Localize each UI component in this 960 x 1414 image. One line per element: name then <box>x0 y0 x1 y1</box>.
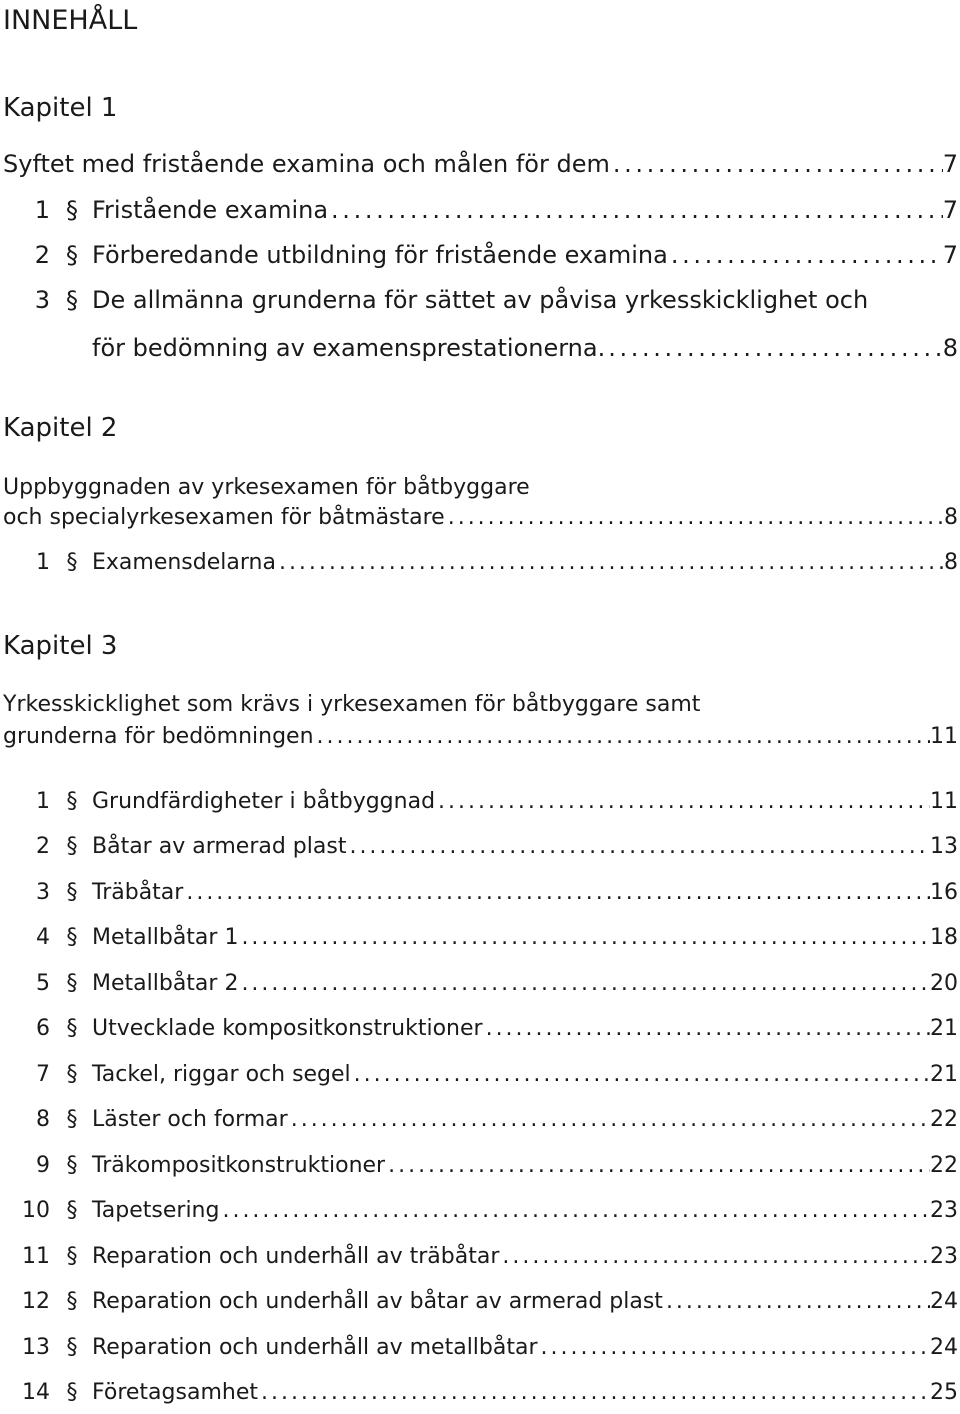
page-number: 21 <box>930 1016 958 1041</box>
page-number: 8 <box>944 505 958 530</box>
dot-leader <box>668 241 943 269</box>
entry-title: Examensdelarna <box>92 550 276 575</box>
toc-entry[interactable] <box>0 834 958 868</box>
dot-leader <box>346 834 930 859</box>
section-number: 8 <box>36 1107 50 1132</box>
page-number: 23 <box>930 1198 958 1223</box>
chapter-heading-3[interactable] <box>0 724 958 758</box>
page-number: 16 <box>930 880 958 905</box>
entry-title: Utvecklade kompositkonstruktioner <box>92 1016 483 1041</box>
entry-title: för bedömning av examensprestationerna. <box>92 334 606 362</box>
section-symbol-icon: § <box>66 1335 78 1360</box>
dot-leader <box>351 1062 930 1087</box>
section-number: 7 <box>36 1062 50 1087</box>
entry-title: Träbåtar <box>92 880 184 905</box>
dot-leader <box>183 880 930 905</box>
section-symbol-icon: § <box>66 834 78 859</box>
toc-entry[interactable] <box>0 1289 958 1323</box>
section-symbol-icon: § <box>66 1380 78 1405</box>
dot-leader <box>219 1198 930 1223</box>
page-number: 23 <box>930 1244 958 1269</box>
dot-leader <box>605 334 942 362</box>
section-number: 5 <box>36 971 50 996</box>
chapter-heading-text: Uppbyggnaden av yrkesexamen för båtbyggare <box>3 475 530 500</box>
section-symbol-icon: § <box>66 550 78 575</box>
toc-entry[interactable] <box>0 1335 958 1369</box>
dot-leader <box>328 196 943 224</box>
section-number: 4 <box>36 925 50 950</box>
page-number: 24 <box>930 1335 958 1360</box>
dot-leader <box>538 1335 930 1360</box>
toc-entry[interactable] <box>0 1062 958 1096</box>
page-number: 13 <box>930 834 958 859</box>
chapter-heading-1[interactable] <box>0 150 958 184</box>
page-number: 22 <box>930 1153 958 1178</box>
section-symbol-icon: § <box>66 241 78 269</box>
toc-entry[interactable] <box>0 1198 958 1232</box>
entry-title: Båtar av armerad plast <box>92 834 347 859</box>
section-symbol-icon: § <box>66 971 78 996</box>
chapter-label-2: Kapitel 2 <box>3 413 118 443</box>
dot-leader <box>499 1244 930 1269</box>
chapter-heading-text: Yrkesskicklighet som krävs i yrkesexamen för båtbyggare samt <box>3 692 701 717</box>
page-number: 22 <box>930 1107 958 1132</box>
entry-title: Grundfärdigheter i båtbyggnad <box>92 789 436 814</box>
section-number: 1 <box>36 789 50 814</box>
entry-title: Företagsamhet <box>92 1380 258 1405</box>
chapter-label-3: Kapitel 3 <box>3 631 118 661</box>
entry-title: Träkompositkonstruktioner <box>92 1153 386 1178</box>
dot-leader <box>314 724 930 749</box>
entry-title: Reparation och underhåll av båtar av armerad plast <box>92 1289 663 1314</box>
dot-leader <box>258 1380 930 1405</box>
dot-leader <box>610 150 943 178</box>
section-number: 6 <box>36 1016 50 1041</box>
page-number: 8 <box>942 334 958 362</box>
entry-title: Förberedande utbildning för fristående examina <box>92 241 668 269</box>
page-number: 8 <box>944 550 958 575</box>
chapter-heading-2[interactable] <box>0 505 958 539</box>
page-number: 7 <box>942 150 958 178</box>
section-number: 11 <box>22 1244 50 1269</box>
section-number: 12 <box>22 1289 50 1314</box>
section-number: 2 <box>34 241 50 269</box>
dot-leader <box>445 505 944 530</box>
section-number: 10 <box>22 1198 50 1223</box>
section-symbol-icon: § <box>66 1289 78 1314</box>
section-symbol-icon: § <box>66 789 78 814</box>
section-symbol-icon: § <box>66 1062 78 1087</box>
toc-entry[interactable] <box>0 1153 958 1187</box>
chapter-heading-text: och specialyrkesexamen för båtmästare <box>3 505 445 530</box>
dot-leader <box>276 550 944 575</box>
entry-title: Tapetsering <box>92 1198 220 1223</box>
page-number: 21 <box>930 1062 958 1087</box>
dot-leader <box>288 1107 930 1132</box>
entry-title: Läster och formar <box>92 1107 288 1132</box>
section-number: 1 <box>36 550 50 575</box>
section-symbol-icon: § <box>66 880 78 905</box>
chapter-heading-text: grunderna för bedömningen <box>3 724 314 749</box>
toc-entry[interactable] <box>0 196 958 230</box>
dot-leader <box>663 1289 930 1314</box>
chapter-label-1: Kapitel 1 <box>3 93 118 123</box>
section-symbol-icon: § <box>66 286 78 314</box>
toc-entry-continuation[interactable] <box>0 334 958 368</box>
section-symbol-icon: § <box>66 1016 78 1041</box>
page-number: 7 <box>942 241 958 269</box>
entry-title: Metallbåtar 2 <box>92 971 239 996</box>
dot-leader <box>238 925 930 950</box>
toc-entry[interactable] <box>0 1107 958 1141</box>
toc-entry[interactable] <box>0 286 958 320</box>
entry-title: Reparation och underhåll av metallbåtar <box>92 1335 538 1360</box>
toc-entry[interactable] <box>0 971 958 1005</box>
entry-title: Fristående examina <box>92 196 329 224</box>
page-number: 20 <box>930 971 958 996</box>
section-symbol-icon: § <box>66 925 78 950</box>
dot-leader <box>483 1016 930 1041</box>
section-number: 3 <box>36 880 50 905</box>
page-number: 7 <box>942 196 958 224</box>
toc-entry[interactable] <box>0 1380 958 1414</box>
dot-leader <box>238 971 930 996</box>
section-number: 3 <box>34 286 50 314</box>
section-number: 13 <box>22 1335 50 1360</box>
section-number: 9 <box>36 1153 50 1178</box>
section-number: 2 <box>36 834 50 859</box>
section-symbol-icon: § <box>66 1244 78 1269</box>
toc-title: INNEHÅLL <box>3 5 138 36</box>
entry-title: Reparation och underhåll av träbåtar <box>92 1244 500 1269</box>
page-number: 11 <box>930 789 958 814</box>
section-symbol-icon: § <box>66 1153 78 1178</box>
section-number: 14 <box>22 1380 50 1405</box>
page-number: 25 <box>930 1380 958 1405</box>
toc-entry[interactable] <box>0 925 958 959</box>
entry-title: Tackel, riggar och segel <box>92 1062 351 1087</box>
dot-leader <box>435 789 930 814</box>
toc-entry[interactable] <box>0 880 958 914</box>
section-symbol-icon: § <box>66 1198 78 1223</box>
section-symbol-icon: § <box>66 1107 78 1132</box>
section-symbol-icon: § <box>66 196 78 224</box>
toc-entry[interactable] <box>0 789 958 823</box>
toc-entry[interactable] <box>0 1016 958 1050</box>
chapter-heading-text: Syftet med fristående examina och målen för dem <box>3 150 610 178</box>
page-number: 11 <box>930 724 958 749</box>
section-number: 1 <box>34 196 50 224</box>
page-number: 24 <box>930 1289 958 1314</box>
page-number: 18 <box>930 925 958 950</box>
toc-entry[interactable] <box>0 550 958 584</box>
toc-entry[interactable] <box>0 241 958 275</box>
entry-title: De allmänna grunderna för sättet av påvisa yrkesskicklighet och <box>92 286 869 314</box>
dot-leader <box>385 1153 930 1178</box>
toc-entry[interactable] <box>0 1244 958 1278</box>
entry-title: Metallbåtar 1 <box>92 925 239 950</box>
